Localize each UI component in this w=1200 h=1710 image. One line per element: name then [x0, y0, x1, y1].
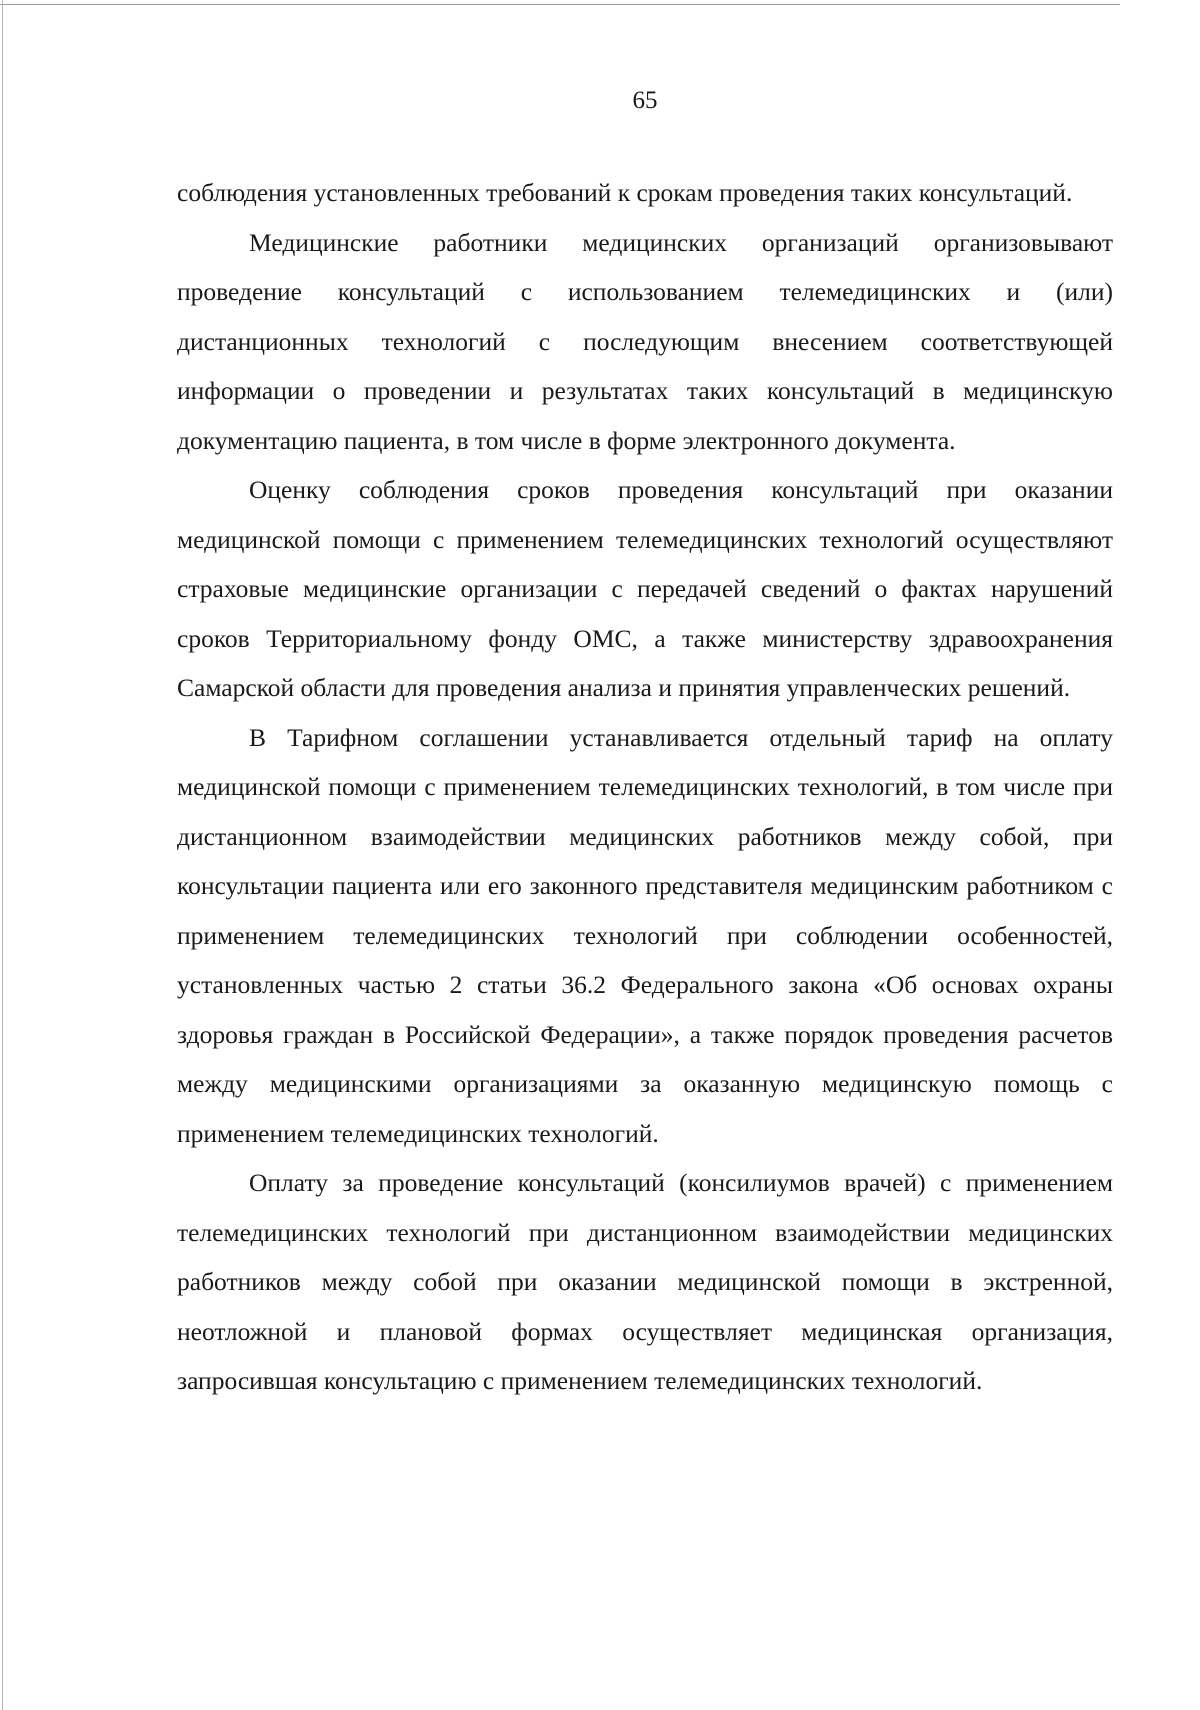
page-left-edge — [2, 0, 3, 1710]
page-top-edge — [0, 4, 1120, 5]
paragraph-tariff-agreement: В Тарифном соглашении устанавливается отдельный тариф на оплату медицинской помощи с применением телемедицинских технологий, в том числе при дистанционном взаимодействии медицинских работников между собой, при консультации пациента или его законного представителя медицинским работником с применением телемедицинских технологий при соблюдении особенностей, установленных частью 2 статьи 36.2 Федерального закона «Об основах охраны здоровья граждан в Российской Федерации», а также порядок проведения расчетов между медицинскими организациями за оказанную медицинскую помощь с применением телемедицинских технологий. — [177, 722, 1113, 1148]
paragraph-consultation-organization: Медицинские работники медицинских организаций организовывают проведение консультаций с использованием телемедицинских и (или) дистанционных технологий с последующим внесением соответствующей информации о проведении и результатах таких консультаций в медицинскую документацию пациента, в том числе в форме электронного документа. — [177, 227, 1113, 455]
paragraph-continuation: соблюдения установленных требований к срокам проведения таких консультаций. — [177, 178, 1073, 207]
page-number: 65 — [632, 87, 658, 114]
paragraph-deadline-assessment: Оценку соблюдения сроков проведения консультаций при оказании медицинской помощи с применением телемедицинских технологий осуществляют страховые медицинские организации с передачей сведений о фактах нарушений сроков Территориальному фонду ОМС, а также министерству здравоохранения Самарской области для проведения анализа и принятия управленческих решений. — [177, 475, 1113, 702]
document-body — [177, 168, 1113, 1406]
paragraph-payment: Оплату за проведение консультаций (консилиумов врачей) с применением телемедицинских технологий при дистанционном взаимодействии медицинских работников между собой при оказании медицинской помощи в экстренной, неотложной и плановой формах осуществляет медицинская организация, запросившая консультацию с применением телемедицинских технологий. — [177, 1168, 1113, 1395]
